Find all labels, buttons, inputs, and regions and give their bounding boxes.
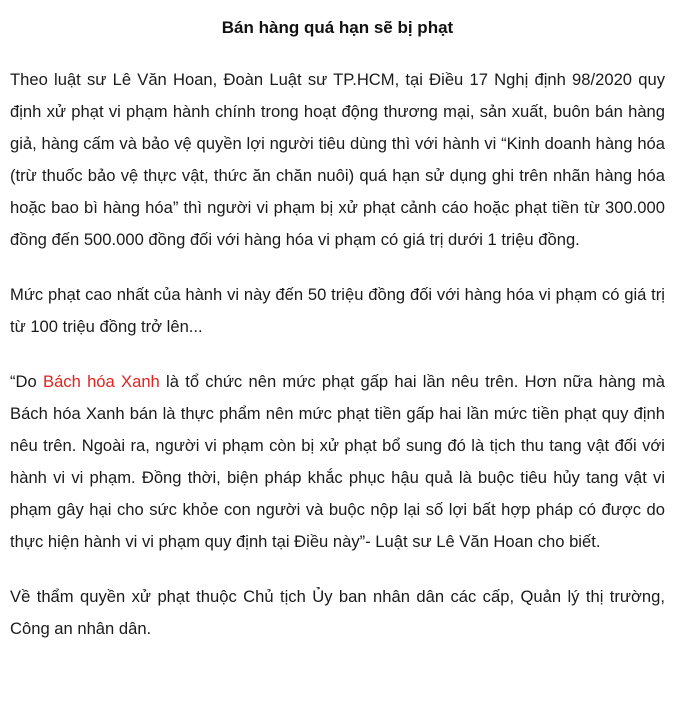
paragraph-penalty-regulation: Theo luật sư Lê Văn Hoan, Đoàn Luật sư TP.HCM, tại Điều 17 Nghị định 98/2020 quy định xử phạt vi phạm hành chính trong hoạt động thương mại, sản xuất, buôn bán hàng giả, hàng cấm và bảo vệ quyền lợi người tiêu dùng thì với hành vi “Kinh doanh hàng hóa (trừ thuốc bảo vệ thực vật, thức ăn chăn nuôi) quá hạn sử dụng ghi trên nhãn hàng hóa hoặc bao bì hàng hóa” thì người vi phạm bị xử phạt cảnh cáo hoặc phạt tiền từ 300.000 đồng đến 500.000 đồng đối với hàng hóa vi phạm có giá trị dưới 1 triệu đồng.: [10, 70, 665, 249]
bach-hoa-xanh-link[interactable]: Bách hóa Xanh: [43, 372, 160, 391]
quote-body-text: là tổ chức nên mức phạt gấp hai lần nêu trên. Hơn nữa hàng mà Bách hóa Xanh bán là thực phẩm nên mức phạt tiền gấp hai lần mức tiền phạt quy định nêu trên. Ngoài ra, người vi phạm còn bị xử phạt bổ sung đó là tịch thu tang vật đối với hành vi vi phạm. Đồng thời, biện pháp khắc phục hậu quả là buộc tiêu hủy tang vật vi phạm gây hại cho sức khỏe con người và buộc nộp lại số lợi bất hợp pháp có được do thực hiện hành vi vi phạm quy định tại Điều này”- Luật sư Lê Văn Hoan cho biết.: [10, 372, 665, 551]
article-heading: Bán hàng quá hạn sẽ bị phạt: [221, 18, 454, 37]
paragraph-authority: Về thẩm quyền xử phạt thuộc Chủ tịch Ủy ban nhân dân các cấp, Quản lý thị trường, Công an nhân dân.: [10, 587, 665, 638]
paragraph-maximum-penalty: Mức phạt cao nhất của hành vi này đến 50 triệu đồng đối với hàng hóa vi phạm có giá trị từ 100 triệu đồng trở lên...: [10, 285, 665, 336]
article-body: [10, 0, 665, 645]
paragraph-lawyer-quote: [10, 366, 665, 558]
quote-opening-text: “Do: [10, 372, 43, 391]
